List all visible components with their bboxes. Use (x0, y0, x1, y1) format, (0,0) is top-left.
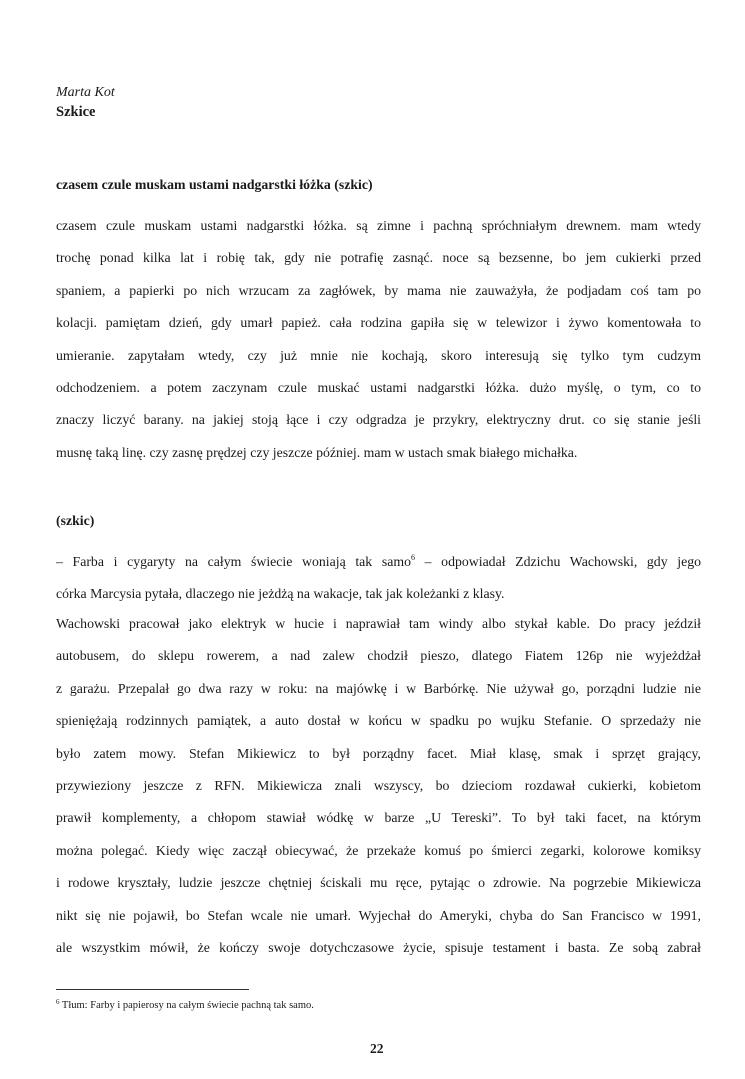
collection-title: Szkice (56, 104, 96, 120)
author-name: Marta Kot (56, 85, 115, 100)
section-2-body (56, 546, 701, 611)
page-number: 22 (370, 1041, 384, 1056)
text-line: kolacji. pamiętam dzień, gdy umarł papież. cała rodzina gapiła się w telewizor i żywo komentowała to (56, 315, 701, 331)
footnote-marker: 6 (56, 998, 60, 1006)
text-line: nikt się nie pojawił, bo Stefan wcale nie umarł. Wyjechał do Ameryki, chyba do San Francisco w 1991, (56, 907, 701, 923)
text-line: i rodowe kryształy, ludzie jeszcze chętniej ściskali mu ręce, pytając o zdrowie. Na pogrzebie Mikiewicza (56, 875, 701, 891)
text-line: Wachowski pracował jako elektryk w hucie i naprawiał tam windy albo stykał kable. Do pracy jeździł (56, 616, 701, 631)
section-heading-1: czasem czule muskam ustami nadgarstki łóżka (szkic) (56, 177, 373, 192)
text-line: czasem czule muskam ustami nadgarstki łóżka. są zimne i pachną spróchniałym drewnem. mam wtedy (56, 218, 701, 233)
text-line: spaniem, a papierki po nich wrzucam za zagłówek, by mama nie zauważyła, że podjadam coś tam po (56, 282, 701, 298)
text-line: prawił komplementy, a chłopom stawiał wódkę w barze „U Tereski”. To był taki facet, na którym (56, 810, 701, 826)
section-2-paragraph-2 (56, 608, 701, 964)
text-line: musnę taką linę. czy zasnę prędzej czy jeszcze później. mam w ustach smak białego michałka. (56, 444, 578, 460)
text-line: z garażu. Przepalał go dwa razy w roku: na majówkę i w Barbórkę. Nie używał go, porządni ludzie nie (56, 680, 701, 696)
footnote-reference: 6 (410, 553, 415, 562)
text-line: można polegać. Kiedy więc zaczął obiecywać, że przekaże komuś po śmierci zegarki, kolorowe komiksy (56, 842, 701, 858)
text-line: – Farba i cygaryty na całym świecie woniają tak samo$^6$ – odpowiadał Zdzichu Wachowski, gdy jego (56, 553, 702, 569)
section-1-body (56, 210, 701, 469)
text-line: trochę ponad kilka lat i robię tak, gdy nie potrafię zasnąć. noce są bezsenne, bo jem cukierki przed (56, 250, 701, 266)
text-line: przywieziony jeszcze z RFN. Mikiewicza znali wszyscy, bo dzieciom rozdawał cukierki, kobietom (56, 777, 701, 793)
text-line: było zatem mowy. Stefan Mikiewicz to był porządny facet. Miał klasę, smak i sprzęt grający, (56, 745, 701, 761)
footnote-divider (56, 989, 249, 990)
footnote-text: Tłum: Farby i papierosy na całym świecie pachną tak samo. (59, 1000, 314, 1011)
text-line: odchodzeniem. a potem zaczynam czule muskać ustami nadgarstki łóżka. dużo myślę, o tym, co to (56, 379, 701, 395)
text-line: umieranie. zapytałam wtedy, czy już mnie nie kochają, skoro interesują się tylko tym cudzym (56, 347, 701, 363)
text-line: ale wszystkim mówił, że kończy swoje dotychczasowe życie, spisuje testament i basta. Ze sobą zabrał (56, 939, 701, 955)
text-line: autobusem, do sklepu rowerem, a nad zalew chodził pieszo, dlatego Fiatem 126p nie wyjeżdżał (56, 648, 701, 664)
text-line: córka Marcysia pytała, dlaczego nie jeżdżą na wakacje, tak jak koleżanki z klasy. (56, 586, 505, 602)
footnote (56, 999, 314, 1013)
text-line: znaczy liczyć barany. na jakiej stoją łące i czy odgradza je przykry, elektryczny drut. co się stanie jeśli (56, 412, 701, 428)
section-heading-2: (szkic) (56, 513, 95, 528)
text-line: spieniężają rodzinnych pamiątek, a auto dostał w końcu w spadku po wujku Stefanie. O sprzedaży nie (56, 713, 701, 729)
